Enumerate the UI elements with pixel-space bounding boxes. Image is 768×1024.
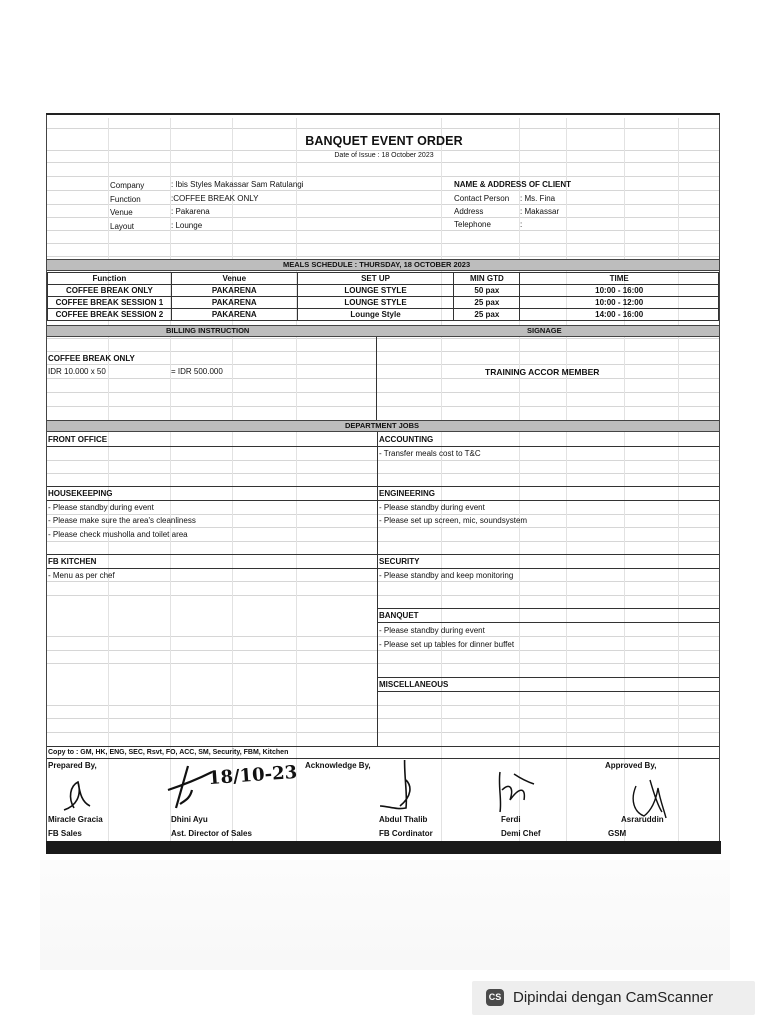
grid-line: [47, 351, 719, 352]
engineering-item: - Please standby during event: [379, 503, 485, 512]
paper-background: [40, 860, 730, 970]
table-cell: 14:00 - 16:00: [520, 309, 719, 321]
grid-line: [47, 541, 719, 542]
billing-divider: [376, 337, 377, 420]
table-cell: 25 pax: [454, 297, 520, 309]
signer-name: Ferdi: [501, 815, 521, 824]
department-jobs-heading: DEPARTMENT JOBS: [345, 421, 420, 430]
column-header: TIME: [520, 273, 719, 285]
table-cell: COFFEE BREAK SESSION 1: [48, 297, 172, 309]
grid-line: [47, 595, 719, 596]
telephone-value: :: [520, 220, 523, 229]
signer-role: Ast. Director of Sales: [171, 829, 252, 838]
date-of-issue: Date of Issue : 18 October 2023: [334, 152, 434, 159]
grid-line: [47, 162, 719, 163]
table-cell: Lounge Style: [297, 309, 454, 321]
function-label: Function: [110, 195, 141, 204]
signer-name: Asraruddin: [621, 815, 664, 824]
table-cell: PAKARENA: [171, 285, 297, 297]
handwritten-signatures: [40, 760, 720, 840]
grid-line: [47, 718, 719, 719]
table-header-row: [48, 273, 719, 285]
sheet-right-border: [719, 115, 720, 853]
row-line: [378, 622, 719, 623]
row-line: [47, 746, 719, 747]
accounting-item: - Transfer meals cost to T&C: [379, 449, 481, 458]
row-line: [47, 554, 719, 555]
grid-line: [47, 650, 719, 651]
grid-line: [47, 217, 719, 218]
engineering-title: ENGINEERING: [379, 489, 436, 498]
table-row: [48, 285, 719, 297]
table-cell: LOUNGE STYLE: [297, 297, 454, 309]
client-heading: NAME & ADDRESS OF CLIENT: [454, 180, 572, 189]
signer-name: Dhini Ayu: [171, 815, 208, 824]
table-cell: PAKARENA: [171, 309, 297, 321]
row-line: [47, 568, 719, 569]
row-line: [47, 500, 719, 501]
venue-value: : Pakarena: [171, 207, 210, 216]
meals-schedule-band: [47, 259, 719, 271]
row-line: [378, 691, 719, 692]
signage-heading: SIGNAGE: [527, 326, 562, 335]
grid-line: [47, 378, 719, 379]
column-header: Function: [48, 273, 172, 285]
front-office-title: FRONT OFFICE: [48, 435, 108, 444]
address-value: : Makassar: [520, 207, 560, 216]
row-line: [47, 446, 719, 447]
billing-line-2-left: IDR 10.000 x 50: [48, 367, 106, 376]
grid-line: [47, 732, 719, 733]
column-header: Venue: [171, 273, 297, 285]
table-cell: COFFEE BREAK SESSION 2: [48, 309, 172, 321]
sheet-footer-bar: [46, 841, 721, 854]
table-row: [48, 297, 719, 309]
banquet-item: - Please set up tables for dinner buffet: [379, 640, 515, 649]
signer-role: Demi Chef: [501, 829, 541, 838]
document-title: BANQUET EVENT ORDER: [305, 134, 463, 148]
signature-mark: [499, 772, 534, 812]
accounting-title: ACCOUNTING: [379, 435, 434, 444]
acknowledge-by-label: Acknowledge By,: [305, 761, 371, 770]
housekeeping-title: HOUSEKEEPING: [48, 489, 113, 498]
layout-label: Layout: [110, 222, 135, 231]
layout-value: : Lounge: [171, 221, 203, 230]
table-row: [48, 309, 719, 321]
grid-line: [47, 256, 719, 257]
signer-role: FB Cordinator: [379, 829, 433, 838]
company-label: Company: [110, 181, 145, 190]
department-jobs-band: [47, 420, 719, 432]
grid-line: [47, 473, 719, 474]
fb-kitchen-title: FB KITCHEN: [48, 557, 97, 566]
grid-line: [47, 190, 719, 191]
camscanner-badge: [472, 981, 755, 1015]
venue-label: Venue: [110, 208, 133, 217]
function-value: :COFFEE BREAK ONLY: [171, 194, 259, 203]
camscanner-text: Dipindai dengan CamScanner: [513, 989, 714, 1006]
grid-line: [47, 150, 719, 151]
row-line: [47, 486, 719, 487]
address-label: Address: [454, 207, 484, 216]
housekeeping-item: - Please check musholla and toilet area: [48, 530, 188, 539]
signature-mark: [168, 766, 212, 808]
signer-role: GSM: [608, 829, 627, 838]
table-cell: 10:00 - 16:00: [520, 285, 719, 297]
table-cell: LOUNGE STYLE: [297, 285, 454, 297]
department-divider: [377, 432, 378, 747]
signer-role: FB Sales: [48, 829, 82, 838]
sheet-top-border: [46, 113, 720, 115]
meals-schedule-heading: MEALS SCHEDULE : THURSDAY, 18 OCTOBER 2023: [283, 260, 471, 269]
grid-line: [47, 128, 719, 129]
grid-line: [47, 230, 719, 231]
grid-line: [47, 338, 719, 339]
sheet-left-border: [46, 115, 47, 853]
signature-mark: [380, 760, 410, 809]
row-line: [47, 758, 719, 759]
signage-text: TRAINING ACCOR MEMBER: [485, 367, 600, 377]
row-line: [378, 608, 719, 609]
table-cell: PAKARENA: [171, 297, 297, 309]
grid-line: [47, 705, 719, 706]
contact-person-value: : Ms. Fina: [520, 194, 556, 203]
billing-line-1: COFFEE BREAK ONLY: [48, 354, 135, 363]
company-value: : Ibis Styles Makassar Sam Ratulangi: [171, 180, 304, 189]
grid-line: [47, 392, 719, 393]
table-cell: 50 pax: [454, 285, 520, 297]
meals-schedule-table: [47, 272, 719, 321]
housekeeping-item: - Please make sure the area's cleanliness: [48, 516, 196, 525]
copy-to: Copy to : GM, HK, ENG, SEC, Rsvt, FO, ACC, SM, Security, FBM, Kitchen: [48, 749, 289, 756]
grid-line: [47, 663, 719, 664]
signature-mark: [633, 780, 666, 818]
housekeeping-item: - Please standby during event: [48, 503, 154, 512]
grid-line: [47, 514, 719, 515]
grid-line: [47, 243, 719, 244]
table-cell: 25 pax: [454, 309, 520, 321]
row-line: [378, 677, 719, 678]
grid-line: [47, 581, 719, 582]
banquet-title: BANQUET: [379, 611, 419, 620]
table-cell: COFFEE BREAK ONLY: [48, 285, 172, 297]
approved-by-label: Approved By,: [605, 761, 657, 770]
handwritten-date: 18/10-23: [207, 761, 298, 790]
telephone-label: Telephone: [454, 220, 491, 229]
grid-line: [47, 204, 719, 205]
signature-mark: [64, 782, 90, 810]
contact-person-label: Contact Person: [454, 194, 510, 203]
column-header: MIN GTD: [454, 273, 520, 285]
grid-line: [47, 527, 719, 528]
signer-name: Miracle Gracia: [48, 815, 103, 824]
fb-kitchen-item: - Menu as per chef: [48, 571, 115, 580]
grid-line: [47, 636, 719, 637]
grid-line: [47, 176, 719, 177]
signer-name: Abdul Thalib: [379, 815, 428, 824]
column-header: SET UP: [297, 273, 454, 285]
grid-line: [47, 364, 719, 365]
engineering-item: - Please set up screen, mic, soundsystem: [379, 516, 528, 525]
security-title: SECURITY: [379, 557, 420, 566]
camscanner-icon: CS: [486, 989, 504, 1006]
prepared-by-label: Prepared By,: [48, 761, 97, 770]
security-item: - Please standby and keep monitoring: [379, 571, 514, 580]
grid-line: [47, 460, 719, 461]
table-cell: 10:00 - 12:00: [520, 297, 719, 309]
billing-line-2-right: = IDR 500.000: [171, 367, 223, 376]
grid-line: [47, 406, 719, 407]
miscellaneous-title: MISCELLANEOUS: [379, 680, 449, 689]
billing-heading: BILLING INSTRUCTION: [166, 326, 250, 335]
banquet-item: - Please standby during event: [379, 626, 485, 635]
billing-signage-band: [47, 325, 719, 337]
